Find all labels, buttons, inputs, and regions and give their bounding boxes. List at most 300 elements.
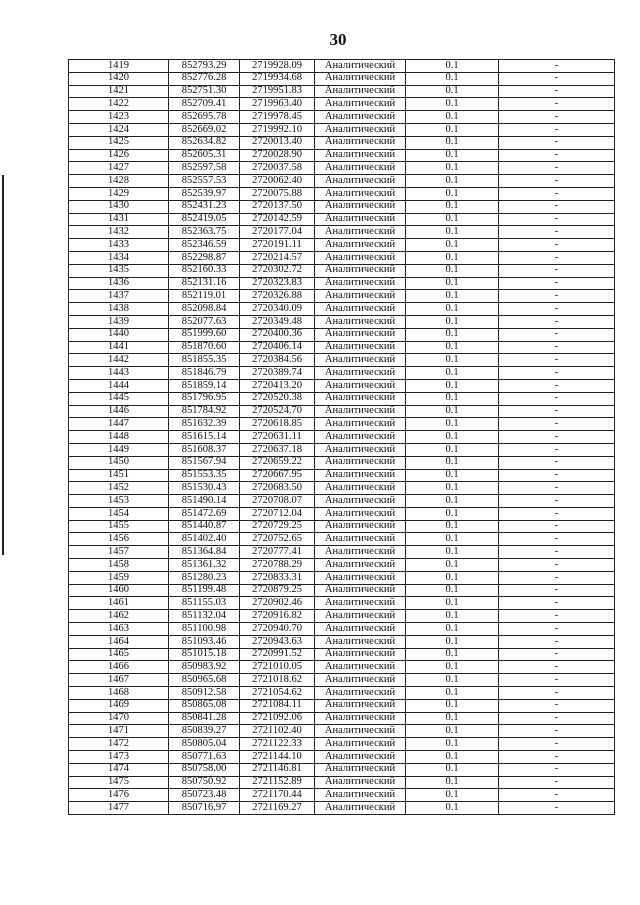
y-coordinate-cell: 2719934.68 [240, 72, 315, 85]
point-number-cell: 1452 [69, 482, 169, 495]
y-coordinate-cell: 2720384.56 [240, 354, 315, 367]
table-row [69, 213, 615, 226]
y-coordinate-cell: 2720916.82 [240, 610, 315, 623]
x-coordinate-cell: 852709.41 [169, 98, 240, 111]
table-row [69, 456, 615, 469]
note-cell: - [499, 136, 615, 149]
accuracy-cell: 0.1 [406, 264, 499, 277]
point-number-cell: 1440 [69, 328, 169, 341]
method-cell: Аналитический [315, 303, 406, 316]
accuracy-cell: 0.1 [406, 802, 499, 815]
point-number-cell: 1460 [69, 584, 169, 597]
accuracy-cell: 0.1 [406, 584, 499, 597]
point-number-cell: 1436 [69, 277, 169, 290]
point-number-cell: 1438 [69, 303, 169, 316]
note-cell: - [499, 98, 615, 111]
note-cell: - [499, 226, 615, 239]
table-row [69, 175, 615, 188]
table-row [69, 149, 615, 162]
point-number-cell: 1474 [69, 763, 169, 776]
accuracy-cell: 0.1 [406, 661, 499, 674]
y-coordinate-cell: 2721169.27 [240, 802, 315, 815]
y-coordinate-cell: 2720037.58 [240, 162, 315, 175]
table-row [69, 136, 615, 149]
y-coordinate-cell: 2720752.65 [240, 533, 315, 546]
accuracy-cell: 0.1 [406, 226, 499, 239]
method-cell: Аналитический [315, 712, 406, 725]
y-coordinate-cell: 2720524.70 [240, 405, 315, 418]
accuracy-cell: 0.1 [406, 303, 499, 316]
table-row [69, 341, 615, 354]
point-number-cell: 1445 [69, 392, 169, 405]
x-coordinate-cell: 851472.69 [169, 507, 240, 520]
y-coordinate-cell: 2721146.81 [240, 763, 315, 776]
method-cell: Аналитический [315, 559, 406, 572]
table-row [69, 802, 615, 815]
y-coordinate-cell: 2720729.25 [240, 520, 315, 533]
point-number-cell: 1446 [69, 405, 169, 418]
accuracy-cell: 0.1 [406, 213, 499, 226]
note-cell: - [499, 303, 615, 316]
x-coordinate-cell: 851155.03 [169, 597, 240, 610]
table-row [69, 648, 615, 661]
note-cell: - [499, 85, 615, 98]
point-number-cell: 1443 [69, 367, 169, 380]
table-row [69, 290, 615, 303]
note-cell: - [499, 635, 615, 648]
point-number-cell: 1432 [69, 226, 169, 239]
x-coordinate-cell: 852605.31 [169, 149, 240, 162]
x-coordinate-cell: 851199.48 [169, 584, 240, 597]
accuracy-cell: 0.1 [406, 341, 499, 354]
method-cell: Аналитический [315, 60, 406, 73]
point-number-cell: 1458 [69, 559, 169, 572]
method-cell: Аналитический [315, 175, 406, 188]
x-coordinate-cell: 851567.94 [169, 456, 240, 469]
accuracy-cell: 0.1 [406, 687, 499, 700]
table-row [69, 60, 615, 73]
accuracy-cell: 0.1 [406, 533, 499, 546]
x-coordinate-cell: 851280.23 [169, 571, 240, 584]
note-cell: - [499, 328, 615, 341]
accuracy-cell: 0.1 [406, 546, 499, 559]
accuracy-cell: 0.1 [406, 507, 499, 520]
x-coordinate-cell: 851440.87 [169, 520, 240, 533]
accuracy-cell: 0.1 [406, 648, 499, 661]
y-coordinate-cell: 2719992.10 [240, 123, 315, 136]
method-cell: Аналитический [315, 341, 406, 354]
accuracy-cell: 0.1 [406, 443, 499, 456]
note-cell: - [499, 72, 615, 85]
point-number-cell: 1450 [69, 456, 169, 469]
note-cell: - [499, 687, 615, 700]
accuracy-cell: 0.1 [406, 136, 499, 149]
table-row [69, 610, 615, 623]
y-coordinate-cell: 2720013.40 [240, 136, 315, 149]
accuracy-cell: 0.1 [406, 290, 499, 303]
method-cell: Аналитический [315, 277, 406, 290]
method-cell: Аналитический [315, 213, 406, 226]
y-coordinate-cell: 2720708.07 [240, 495, 315, 508]
x-coordinate-cell: 851364.84 [169, 546, 240, 559]
y-coordinate-cell: 2720326.88 [240, 290, 315, 303]
method-cell: Аналитический [315, 482, 406, 495]
x-coordinate-cell: 852431.23 [169, 200, 240, 213]
x-coordinate-cell: 852131.16 [169, 277, 240, 290]
x-coordinate-cell: 852669.02 [169, 123, 240, 136]
note-cell: - [499, 571, 615, 584]
table-row [69, 98, 615, 111]
y-coordinate-cell: 2720618.85 [240, 418, 315, 431]
point-number-cell: 1476 [69, 789, 169, 802]
method-cell: Аналитический [315, 533, 406, 546]
x-coordinate-cell: 852119.01 [169, 290, 240, 303]
y-coordinate-cell: 2720879.25 [240, 584, 315, 597]
x-coordinate-cell: 851608.37 [169, 443, 240, 456]
method-cell: Аналитический [315, 571, 406, 584]
x-coordinate-cell: 852346.59 [169, 239, 240, 252]
method-cell: Аналитический [315, 226, 406, 239]
point-number-cell: 1428 [69, 175, 169, 188]
x-coordinate-cell: 851846.79 [169, 367, 240, 380]
coordinates-table-body [69, 60, 615, 815]
note-cell: - [499, 725, 615, 738]
note-cell: - [499, 315, 615, 328]
y-coordinate-cell: 2720177.04 [240, 226, 315, 239]
method-cell: Аналитический [315, 687, 406, 700]
point-number-cell: 1427 [69, 162, 169, 175]
accuracy-cell: 0.1 [406, 328, 499, 341]
table-row [69, 469, 615, 482]
table-row [69, 507, 615, 520]
point-number-cell: 1457 [69, 546, 169, 559]
table-row [69, 712, 615, 725]
x-coordinate-cell: 852793.29 [169, 60, 240, 73]
method-cell: Аналитический [315, 751, 406, 764]
point-number-cell: 1463 [69, 623, 169, 636]
point-number-cell: 1425 [69, 136, 169, 149]
method-cell: Аналитический [315, 162, 406, 175]
note-cell: - [499, 367, 615, 380]
x-coordinate-cell: 851615.14 [169, 431, 240, 444]
x-coordinate-cell: 850723.48 [169, 789, 240, 802]
note-cell: - [499, 341, 615, 354]
y-coordinate-cell: 2720340.09 [240, 303, 315, 316]
point-number-cell: 1448 [69, 431, 169, 444]
x-coordinate-cell: 850983.92 [169, 661, 240, 674]
method-cell: Аналитический [315, 789, 406, 802]
point-number-cell: 1470 [69, 712, 169, 725]
x-coordinate-cell: 851632.39 [169, 418, 240, 431]
x-coordinate-cell: 851999.60 [169, 328, 240, 341]
accuracy-cell: 0.1 [406, 623, 499, 636]
method-cell: Аналитический [315, 418, 406, 431]
x-coordinate-cell: 850758.00 [169, 763, 240, 776]
table-row [69, 482, 615, 495]
y-coordinate-cell: 2720400.36 [240, 328, 315, 341]
note-cell: - [499, 392, 615, 405]
point-number-cell: 1444 [69, 379, 169, 392]
y-coordinate-cell: 2720406.14 [240, 341, 315, 354]
method-cell: Аналитический [315, 379, 406, 392]
table-row [69, 559, 615, 572]
y-coordinate-cell: 2721084.11 [240, 699, 315, 712]
method-cell: Аналитический [315, 495, 406, 508]
coordinates-table [68, 59, 615, 815]
note-cell: - [499, 123, 615, 136]
table-row [69, 328, 615, 341]
accuracy-cell: 0.1 [406, 315, 499, 328]
point-number-cell: 1469 [69, 699, 169, 712]
method-cell: Аналитический [315, 456, 406, 469]
note-cell: - [499, 187, 615, 200]
y-coordinate-cell: 2720683.50 [240, 482, 315, 495]
x-coordinate-cell: 850841.28 [169, 712, 240, 725]
point-number-cell: 1466 [69, 661, 169, 674]
point-number-cell: 1461 [69, 597, 169, 610]
method-cell: Аналитический [315, 200, 406, 213]
table-row [69, 687, 615, 700]
note-cell: - [499, 584, 615, 597]
x-coordinate-cell: 852695.78 [169, 111, 240, 124]
method-cell: Аналитический [315, 635, 406, 648]
accuracy-cell: 0.1 [406, 520, 499, 533]
x-coordinate-cell: 852597.58 [169, 162, 240, 175]
accuracy-cell: 0.1 [406, 559, 499, 572]
y-coordinate-cell: 2721054.62 [240, 687, 315, 700]
table-row [69, 111, 615, 124]
point-number-cell: 1477 [69, 802, 169, 815]
x-coordinate-cell: 852634.82 [169, 136, 240, 149]
note-cell: - [499, 264, 615, 277]
note-cell: - [499, 610, 615, 623]
note-cell: - [499, 60, 615, 73]
y-coordinate-cell: 2721010.05 [240, 661, 315, 674]
point-number-cell: 1468 [69, 687, 169, 700]
y-coordinate-cell: 2720349.48 [240, 315, 315, 328]
table-row [69, 200, 615, 213]
note-cell: - [499, 623, 615, 636]
note-cell: - [499, 456, 615, 469]
table-row [69, 162, 615, 175]
x-coordinate-cell: 851870.60 [169, 341, 240, 354]
x-coordinate-cell: 850965.68 [169, 674, 240, 687]
table-row [69, 584, 615, 597]
note-cell: - [499, 674, 615, 687]
point-number-cell: 1431 [69, 213, 169, 226]
y-coordinate-cell: 2720214.57 [240, 251, 315, 264]
note-cell: - [499, 379, 615, 392]
table-row [69, 85, 615, 98]
x-coordinate-cell: 851784.92 [169, 405, 240, 418]
table-row [69, 520, 615, 533]
note-cell: - [499, 200, 615, 213]
y-coordinate-cell: 2720191.11 [240, 239, 315, 252]
x-coordinate-cell: 852539.97 [169, 187, 240, 200]
table-row [69, 418, 615, 431]
accuracy-cell: 0.1 [406, 751, 499, 764]
accuracy-cell: 0.1 [406, 251, 499, 264]
method-cell: Аналитический [315, 443, 406, 456]
accuracy-cell: 0.1 [406, 699, 499, 712]
y-coordinate-cell: 2720637.18 [240, 443, 315, 456]
method-cell: Аналитический [315, 776, 406, 789]
table-row [69, 315, 615, 328]
table-row [69, 546, 615, 559]
y-coordinate-cell: 2720302.72 [240, 264, 315, 277]
method-cell: Аналитический [315, 699, 406, 712]
method-cell: Аналитический [315, 597, 406, 610]
x-coordinate-cell: 851530.43 [169, 482, 240, 495]
y-coordinate-cell: 2720137.50 [240, 200, 315, 213]
note-cell: - [499, 175, 615, 188]
accuracy-cell: 0.1 [406, 98, 499, 111]
y-coordinate-cell: 2720833.31 [240, 571, 315, 584]
y-coordinate-cell: 2720902.46 [240, 597, 315, 610]
point-number-cell: 1426 [69, 149, 169, 162]
x-coordinate-cell: 851132.04 [169, 610, 240, 623]
table-row [69, 738, 615, 751]
method-cell: Аналитический [315, 392, 406, 405]
point-number-cell: 1422 [69, 98, 169, 111]
point-number-cell: 1455 [69, 520, 169, 533]
accuracy-cell: 0.1 [406, 200, 499, 213]
x-coordinate-cell: 852077.63 [169, 315, 240, 328]
method-cell: Аналитический [315, 111, 406, 124]
y-coordinate-cell: 2720028.90 [240, 149, 315, 162]
y-coordinate-cell: 2720777.41 [240, 546, 315, 559]
y-coordinate-cell: 2721018.62 [240, 674, 315, 687]
method-cell: Аналитический [315, 469, 406, 482]
accuracy-cell: 0.1 [406, 571, 499, 584]
accuracy-cell: 0.1 [406, 162, 499, 175]
table-row [69, 751, 615, 764]
y-coordinate-cell: 2721170.44 [240, 789, 315, 802]
method-cell: Аналитический [315, 584, 406, 597]
note-cell: - [499, 507, 615, 520]
note-cell: - [499, 648, 615, 661]
note-cell: - [499, 251, 615, 264]
table-row [69, 674, 615, 687]
accuracy-cell: 0.1 [406, 405, 499, 418]
accuracy-cell: 0.1 [406, 367, 499, 380]
accuracy-cell: 0.1 [406, 111, 499, 124]
y-coordinate-cell: 2720062.40 [240, 175, 315, 188]
point-number-cell: 1451 [69, 469, 169, 482]
y-coordinate-cell: 2721092.06 [240, 712, 315, 725]
x-coordinate-cell: 851015.18 [169, 648, 240, 661]
table-row [69, 661, 615, 674]
method-cell: Аналитический [315, 763, 406, 776]
table-row [69, 303, 615, 316]
table-row [69, 443, 615, 456]
method-cell: Аналитический [315, 98, 406, 111]
method-cell: Аналитический [315, 802, 406, 815]
x-coordinate-cell: 852557.53 [169, 175, 240, 188]
table-row [69, 379, 615, 392]
note-cell: - [499, 763, 615, 776]
accuracy-cell: 0.1 [406, 379, 499, 392]
accuracy-cell: 0.1 [406, 776, 499, 789]
y-coordinate-cell: 2719963.40 [240, 98, 315, 111]
table-row [69, 239, 615, 252]
table-row [69, 431, 615, 444]
method-cell: Аналитический [315, 328, 406, 341]
point-number-cell: 1429 [69, 187, 169, 200]
accuracy-cell: 0.1 [406, 738, 499, 751]
accuracy-cell: 0.1 [406, 418, 499, 431]
method-cell: Аналитический [315, 546, 406, 559]
point-number-cell: 1435 [69, 264, 169, 277]
accuracy-cell: 0.1 [406, 482, 499, 495]
accuracy-cell: 0.1 [406, 469, 499, 482]
accuracy-cell: 0.1 [406, 635, 499, 648]
x-coordinate-cell: 850716.97 [169, 802, 240, 815]
table-row [69, 354, 615, 367]
point-number-cell: 1464 [69, 635, 169, 648]
x-coordinate-cell: 852776.28 [169, 72, 240, 85]
point-number-cell: 1439 [69, 315, 169, 328]
note-cell: - [499, 162, 615, 175]
y-coordinate-cell: 2720712.04 [240, 507, 315, 520]
y-coordinate-cell: 2720142.59 [240, 213, 315, 226]
x-coordinate-cell: 850839.27 [169, 725, 240, 738]
note-cell: - [499, 520, 615, 533]
accuracy-cell: 0.1 [406, 597, 499, 610]
table-row [69, 226, 615, 239]
y-coordinate-cell: 2720413.20 [240, 379, 315, 392]
table-row [69, 763, 615, 776]
x-coordinate-cell: 850805.04 [169, 738, 240, 751]
point-number-cell: 1456 [69, 533, 169, 546]
table-row [69, 699, 615, 712]
table-row [69, 623, 615, 636]
accuracy-cell: 0.1 [406, 175, 499, 188]
accuracy-cell: 0.1 [406, 725, 499, 738]
note-cell: - [499, 213, 615, 226]
method-cell: Аналитический [315, 507, 406, 520]
x-coordinate-cell: 851093.46 [169, 635, 240, 648]
method-cell: Аналитический [315, 520, 406, 533]
method-cell: Аналитический [315, 354, 406, 367]
point-number-cell: 1421 [69, 85, 169, 98]
point-number-cell: 1472 [69, 738, 169, 751]
y-coordinate-cell: 2721144.10 [240, 751, 315, 764]
point-number-cell: 1475 [69, 776, 169, 789]
table-row [69, 367, 615, 380]
x-coordinate-cell: 852419.05 [169, 213, 240, 226]
accuracy-cell: 0.1 [406, 72, 499, 85]
method-cell: Аналитический [315, 149, 406, 162]
y-coordinate-cell: 2720631.11 [240, 431, 315, 444]
method-cell: Аналитический [315, 72, 406, 85]
y-coordinate-cell: 2721122.33 [240, 738, 315, 751]
x-coordinate-cell: 851796.95 [169, 392, 240, 405]
method-cell: Аналитический [315, 136, 406, 149]
method-cell: Аналитический [315, 264, 406, 277]
accuracy-cell: 0.1 [406, 85, 499, 98]
y-coordinate-cell: 2720788.29 [240, 559, 315, 572]
note-cell: - [499, 495, 615, 508]
table-row [69, 635, 615, 648]
table-row [69, 72, 615, 85]
accuracy-cell: 0.1 [406, 60, 499, 73]
point-number-cell: 1433 [69, 239, 169, 252]
accuracy-cell: 0.1 [406, 354, 499, 367]
point-number-cell: 1430 [69, 200, 169, 213]
y-coordinate-cell: 2721102.40 [240, 725, 315, 738]
accuracy-cell: 0.1 [406, 495, 499, 508]
